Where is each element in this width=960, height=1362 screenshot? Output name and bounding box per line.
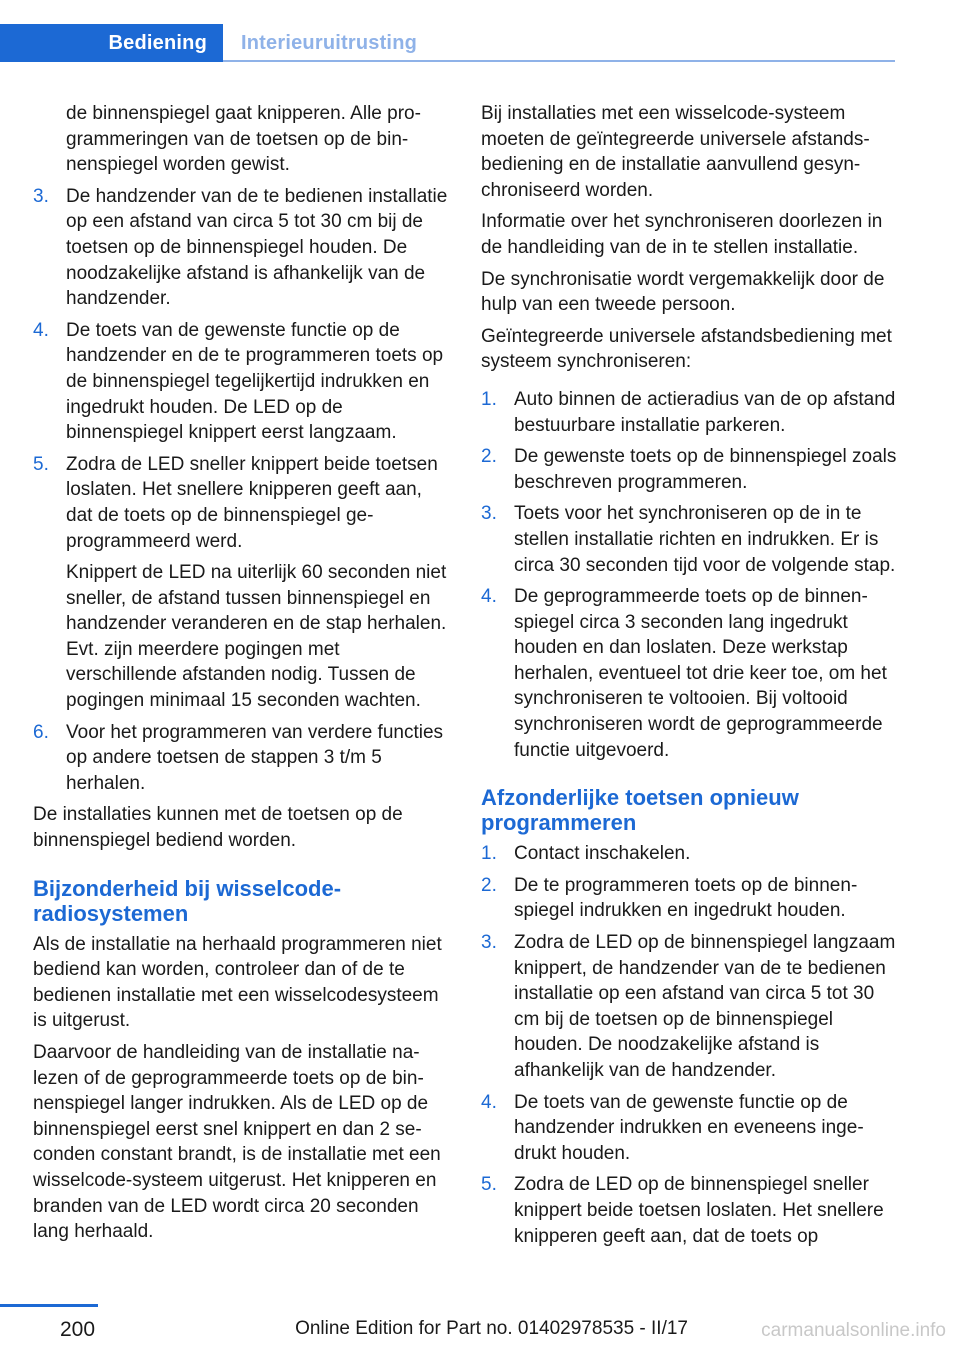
step-note: Knippert de LED na uiterlijk 60 seconden niet sneller, de afstand tussen binnenspiegel en handzender veranderen en de stap herhalen. Evt. zijn meerdere pogingen met verschillende afstanden nodig. Tussen de pogingen minimaal 15 seconden wachten. [66,562,447,712]
left-column [33,101,449,1251]
right-column [481,101,897,1255]
tab-interieuruitrusting[interactable]: Interieuruitrusting [241,31,418,54]
step-number: 3. [481,932,497,954]
tab-bediening[interactable]: Bediening [0,24,223,62]
list-item [33,184,449,312]
watermark: carmanualsonline.info [761,1320,946,1341]
page-number: 200 [60,1318,96,1341]
step-text: De toets van de gewenste functie op de handzender indrukken en eveneens ingedrukt houden. [514,1091,864,1164]
step-number: 5. [481,1174,497,1196]
list-item [481,873,897,924]
summary-paragraph: De installaties kunnen met de toetsen op de binnenspiegel bediend worden. [33,804,403,852]
body-paragraph: Bij installaties met een wisselcode-systeem moeten de geïntegreerde universele afstandsbediening en de installatie aanvullend gesynchroniseerd worden. [481,103,870,201]
step-text: De te programmeren toets op de binnenspiegel indrukken en ingedrukt houden. [514,874,858,922]
body-paragraph: Daarvoor de handleiding van de installatie nalezen of de geprogrammeerde toets op de binnenspiegel langer indrukken. Als de LED op de binnenspiegel eerst snel knippert en dan 2 seconden constant brandt, is de installatie met een wisselcode-systeem uitgerust. Het knipperen en branden van de LED wordt circa 20 seconden lang herhaald. [33,1042,441,1243]
list-item [481,1090,897,1167]
list-item [481,584,897,763]
step-text: Zodra de LED sneller knippert beide toetsen loslaten. Het snellere knipperen geeft aan, dat de toets op de binnenspiegel geprogrammeerd werd. [66,453,438,552]
page-header [0,0,960,64]
list-item [33,318,449,446]
step-text: Zodra de LED op de binnenspiegel langzaam knippert, de handzender van de te bedienen installatie op een afstand van circa 5 tot 30 cm bij de toetsen op de binnenspiegel houden. De noodzakelijke afstand is afhankelijk van de handzender. [514,932,896,1081]
step-number: 4. [33,319,49,341]
step-number: 5. [33,453,49,475]
sync-steps-list [481,387,897,763]
step-text: Voor het programmeren van verdere functies op andere toetsen de stappen 3 t/m 5 herhalen. [66,721,444,794]
reprogram-steps-list [481,841,897,1249]
body-paragraph: Geïntegreerde universele afstandsbediening met systeem synchroniseren: [481,325,892,373]
step-text: Contact inschakelen. [514,843,691,865]
list-item [481,387,897,438]
step-number: 6. [33,721,49,743]
programming-steps-list [33,184,449,797]
step-number: 4. [481,586,497,608]
step-number: 2. [481,874,497,896]
step-number: 2. [481,446,497,468]
step-text: Zodra de LED op de binnenspiegel sneller knippert beide toetsen loslaten. Het snellere knipperen geeft aan, dat de toets op [514,1174,884,1247]
list-item [481,841,897,867]
section-heading-wisselcode: Bijzonderheid bij wisselcoderadiosystemen [33,875,342,926]
body-paragraph: Als de installatie na herhaald programmeren niet bediend kan worden, controleer dan of de te bedienen installatie met een wisselcodesysteem is uitgerust. [33,933,442,1032]
step-number: 4. [481,1091,497,1113]
list-item [481,930,897,1084]
step-number: 3. [33,185,49,207]
edition-note: Online Edition for Part no. 01402978535 - II/17 [295,1318,688,1339]
list-item [481,501,897,578]
step-number: 1. [481,843,497,865]
section-heading-reprogram: Afzonderlijke toetsen opnieuw programmeren [481,785,799,836]
step-text: De handzender van de te bedienen installatie op een afstand van circa 5 tot 30 cm bij de toetsen op de binnenspiegel houden. De noodzakelijke afstand is afhankelijk van de handzender. [66,185,448,310]
body-paragraph: De synchronisatie wordt vergemakkelijk door de hulp van een tweede persoon. [481,268,885,316]
step-text: De geprogrammeerde toets op de binnenspiegel circa 3 seconden lang ingedrukt houden en dan loslaten. Deze werkstap herhalen, eventueel tot drie keer toe, om het synchroniseren te voltooien. Bij voltooid synchroniseren wordt de geprogrammeerde functie uitgevoerd. [514,586,887,761]
list-item [481,1172,897,1249]
list-item [33,720,449,797]
step-text: Auto binnen de actieradius van de op afstand bestuurbare installatie parkeren. [514,388,896,436]
footer-divider [0,1304,98,1307]
step-text: De toets van de gewenste functie op de handzender en de te programmeren toets op de binnenspiegel tegelijkertijd indrukken en ingedrukt houden. De LED op de binnenspiegel knippert eerst langzaam. [66,319,444,444]
step-text: De gewenste toets op de binnenspiegel zoals beschreven programmeren. [514,446,897,493]
step-number: 1. [481,388,497,410]
step-text: Toets voor het synchroniseren op de in te stellen installatie richten en indrukken. Er is circa 30 seconden tijd voor de volgende stap. [514,503,896,576]
header-divider [223,60,895,62]
step-number: 3. [481,503,497,525]
list-item [481,444,897,495]
intro-paragraph: de binnenspiegel gaat knipperen. Alle programmeringen van de toetsen op de binnenspiegel worden gewist. [66,103,421,176]
list-item [33,452,449,714]
body-paragraph: Informatie over het synchroniseren doorlezen in de handleiding van de in te stellen installatie. [481,211,883,258]
